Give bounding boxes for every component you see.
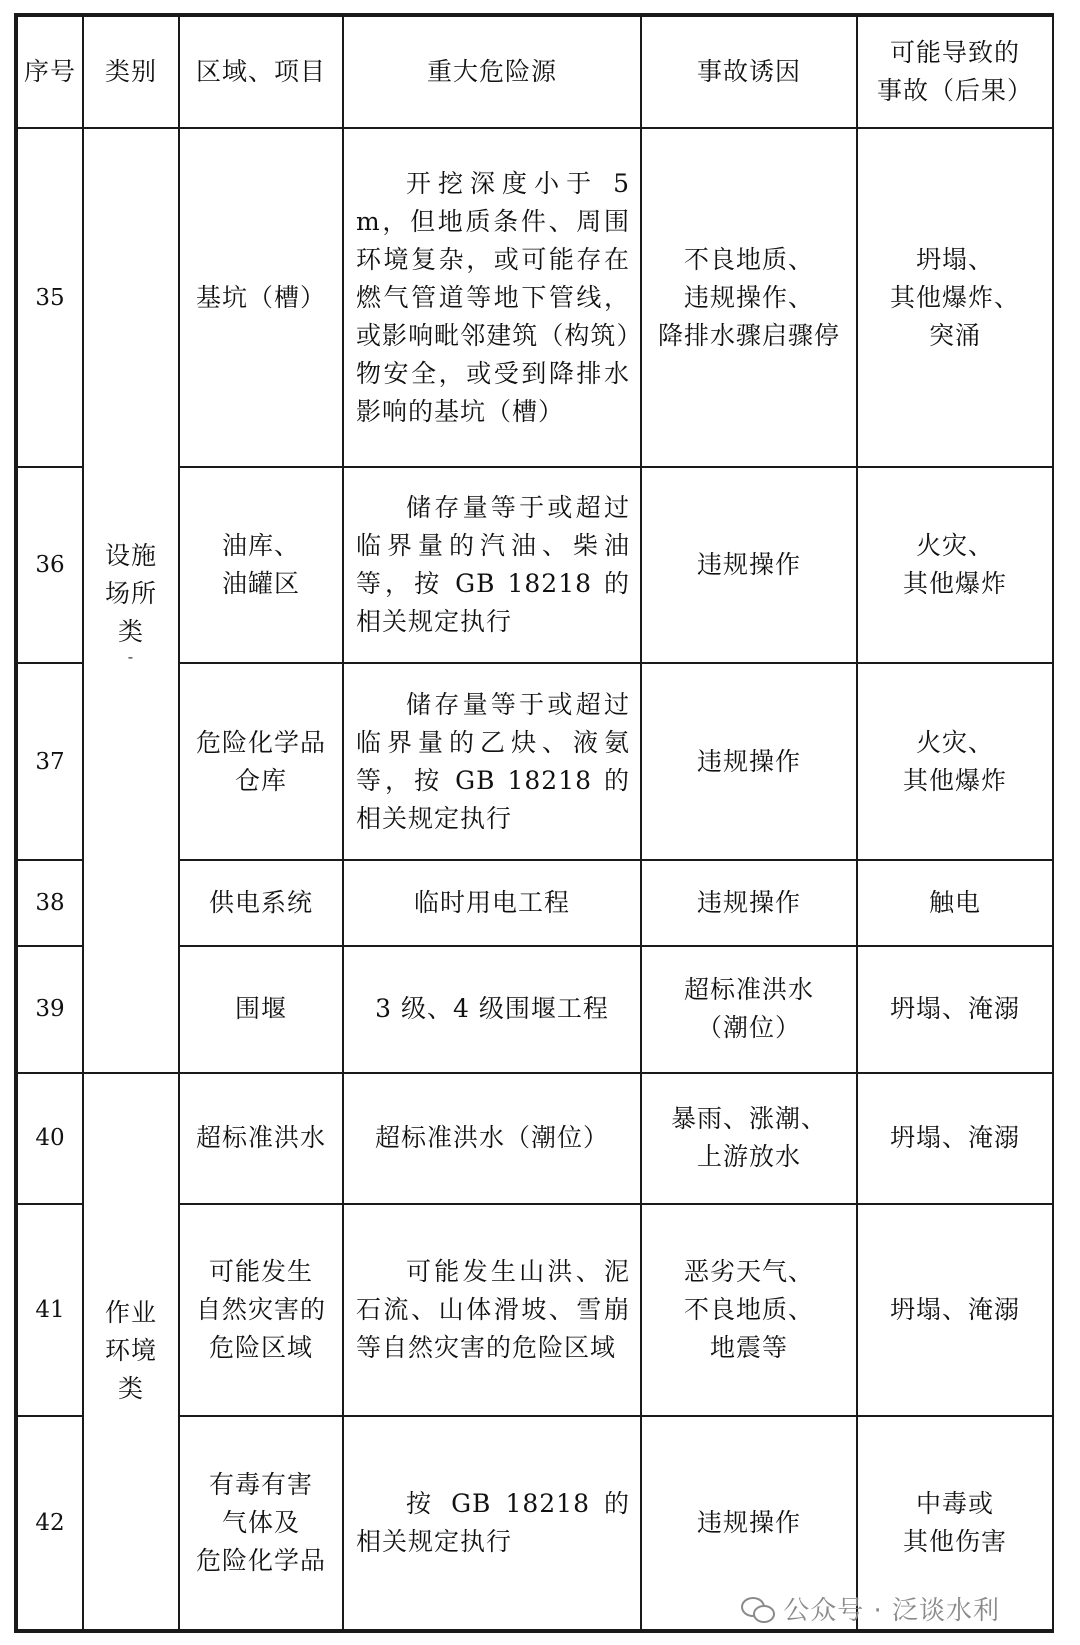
area-line: 气体及 [221,1507,300,1537]
cause-line: 违规操作 [696,550,801,580]
area-line: 危险区域 [208,1332,313,1362]
consequence-line: 其他伤害 [902,1526,1007,1556]
area-line: 基坑（槽） [195,282,326,312]
area-line: 有毒有害 [208,1469,313,1499]
hazard-cell: 超标准洪水（潮位） [343,1073,641,1204]
hazard-cell: 按 GB 18218 的相关规定执行 [343,1416,641,1630]
consequence-cell [857,860,1053,945]
consequence-line: 其他爆炸、 [889,282,1020,312]
area-line: 可能发生 [208,1256,313,1286]
seq-cell: 40 [17,1073,83,1204]
header-consequence-line2: 事故（后果） [876,76,1033,106]
seq-cell: 41 [17,1204,83,1416]
cause-line: 违规操作、 [683,282,814,312]
area-cell [179,1204,343,1416]
cause-line: 不良地质、 [683,1294,814,1324]
category-line: 设施 [104,541,157,571]
consequence-line: 其他爆炸 [902,765,1007,795]
consequence-line: 坍塌、淹溺 [889,1294,1020,1324]
cause-line: 不良地质、 [683,244,814,274]
area-line: 自然灾害的 [195,1294,326,1324]
area-cell [179,1073,343,1204]
area-line: 危险化学品 [195,727,326,757]
consequence-line: 火灾、 [915,727,994,757]
area-cell [179,128,343,467]
consequence-line: 坍塌、淹溺 [889,1123,1020,1153]
cause-cell [641,128,857,467]
cause-line: 违规操作 [696,888,801,918]
area-line: 危险化学品 [195,1545,326,1575]
area-line: 供电系统 [208,888,313,918]
seq-cell: 42 [17,1416,83,1630]
category-line: 场所 [104,579,157,609]
header-area: 区域、项目 [179,16,343,128]
consequence-line: 突涌 [928,320,981,350]
category-line: 类 [117,1374,144,1404]
area-line: 油库、 [221,531,300,561]
consequence-cell [857,1073,1053,1204]
category-cell-facility [83,128,179,1072]
table-row [17,1073,1053,1204]
cause-cell [641,1204,857,1416]
seq-cell: 35 [17,128,83,467]
category-line: 作业 [104,1298,157,1328]
consequence-cell [857,467,1053,663]
hazard-cell: 可能发生山洪、泥石流、山体滑坡、雪崩等自然灾害的危险区域 [343,1204,641,1416]
area-line: 仓库 [234,765,287,795]
consequence-line: 触电 [928,888,981,918]
hazard-table-sheet [14,13,1054,1633]
cause-cell [641,1073,857,1204]
category-cell-environment [83,1073,179,1630]
category-line: 环境 [104,1336,157,1366]
hazard-cell: 储存量等于或超过临界量的乙炔、液氨等，按 GB 18218 的相关规定执行 [343,663,641,861]
area-line: 油罐区 [221,569,300,599]
hazard-cell: 临时用电工程 [343,860,641,945]
seq-cell: 39 [17,946,83,1073]
header-cause: 事故诱因 [641,16,857,128]
area-line: 超标准洪水 [195,1123,326,1153]
cause-line: 暴雨、涨潮、 [670,1104,827,1134]
cause-cell [641,467,857,663]
hazard-cell: 3 级、4 级围堰工程 [343,946,641,1073]
hazard-table [16,15,1054,1631]
consequence-line: 其他爆炸 [902,569,1007,599]
seq-cell: 37 [17,663,83,861]
consequence-line: 中毒或 [915,1488,994,1518]
cause-line: 恶劣天气、 [683,1256,814,1286]
header-consequence-line1: 可能导致的 [889,38,1020,68]
category-line: 类 [117,617,144,647]
cause-cell [641,663,857,861]
cause-cell [641,946,857,1073]
consequence-cell [857,663,1053,861]
consequence-line: 坍塌、淹溺 [889,994,1020,1024]
consequence-cell [857,128,1053,467]
table-row [17,128,1053,467]
seq-cell: 36 [17,467,83,663]
area-cell [179,1416,343,1630]
consequence-line: 火灾、 [915,531,994,561]
header-category: 类别 [83,16,179,128]
cause-line: 上游放水 [696,1142,801,1172]
watermark [741,1590,1000,1627]
area-line: 围堰 [234,994,287,1024]
cause-line: （潮位） [696,1013,801,1043]
header-row [17,16,1053,128]
category-line: - [127,647,135,667]
area-cell [179,946,343,1073]
cause-line: 地震等 [709,1332,788,1362]
area-cell [179,467,343,663]
area-cell [179,663,343,861]
consequence-line: 坍塌、 [915,244,994,274]
cause-line: 降排水骤启骤停 [657,320,840,350]
cause-line: 违规操作 [696,746,801,776]
area-cell [179,860,343,945]
cause-line: 违规操作 [696,1507,801,1537]
header-seq: 序号 [17,16,83,128]
cause-line: 超标准洪水 [683,975,814,1005]
cause-cell [641,860,857,945]
header-hazard: 重大危险源 [343,16,641,128]
consequence-cell [857,946,1053,1073]
header-consequence [857,16,1053,128]
seq-cell: 38 [17,860,83,945]
hazard-cell: 开挖深度小于 5 m，但地质条件、周围环境复杂，或可能存在燃气管道等地下管线，或影响毗邻建筑（构筑）物安全，或受到降排水影响的基坑（槽） [343,128,641,467]
consequence-cell [857,1204,1053,1416]
wechat-icon [741,1595,775,1623]
watermark-text: 公众号 · 泛谈水利 [783,1596,1000,1626]
hazard-cell: 储存量等于或超过临界量的汽油、柴油等，按 GB 18218 的相关规定执行 [343,467,641,663]
